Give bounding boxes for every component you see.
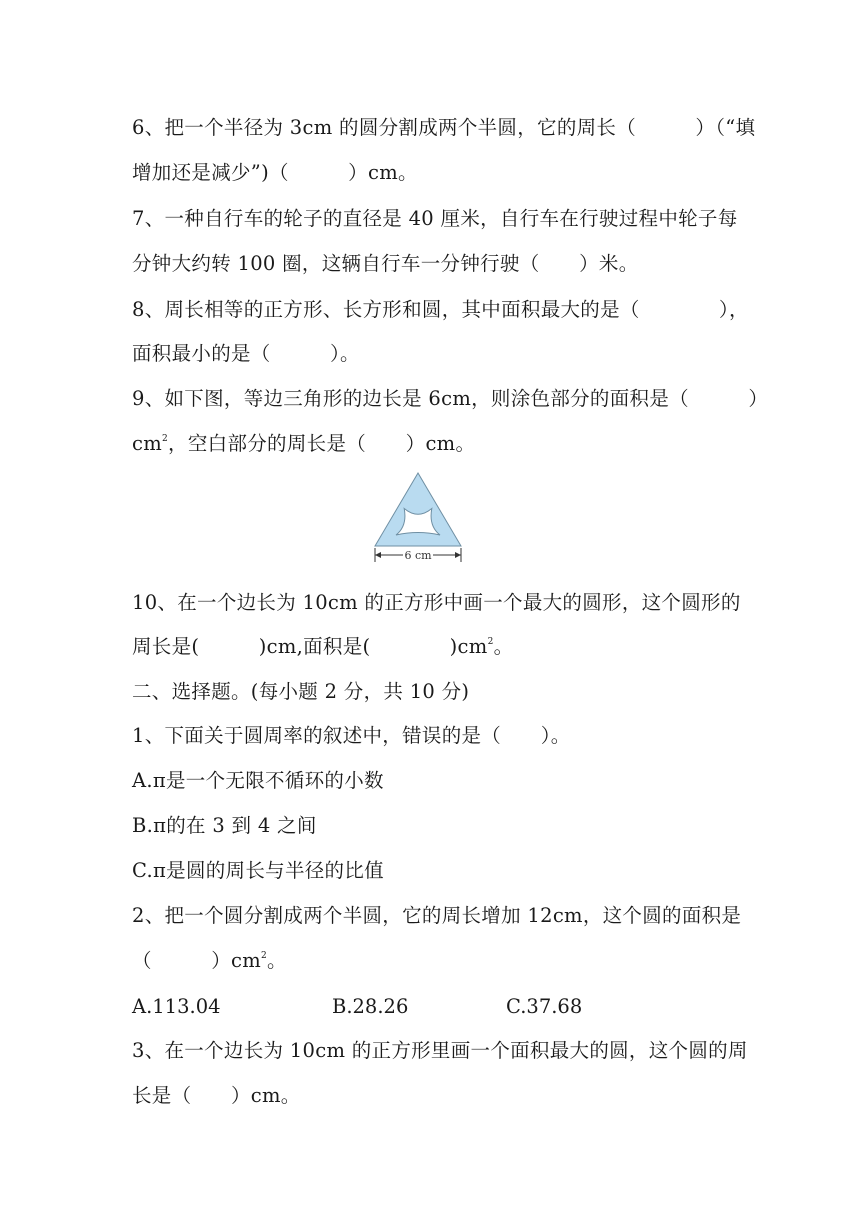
q7-line-2: 分钟大约转 100 圈，这辆自行车一分钟行驶（ ）米。 bbox=[132, 252, 639, 275]
mc-q1-option-a: A.π是一个无限不循环的小数 bbox=[132, 769, 384, 792]
q9-line-2 bbox=[132, 431, 475, 457]
triangle-diagram bbox=[370, 470, 466, 566]
mc-q3-line-1: 3、在一个边长为 10cm 的正方形里画一个面积最大的圆，这个圆的周 bbox=[132, 1039, 748, 1062]
mc-q2-end: 。 bbox=[267, 949, 287, 972]
mc-q2-option-c: C.37.68 bbox=[506, 995, 583, 1018]
q8-line-1: 8、周长相等的正方形、长方形和圆，其中面积最大的是（ ）， bbox=[132, 298, 749, 321]
section-heading: 二、选择题。(每小题 2 分，共 10 分) bbox=[132, 680, 470, 703]
q9-text-rest: ，空白部分的周长是（ ）cm。 bbox=[168, 432, 476, 455]
q10-text-end: 。 bbox=[493, 635, 514, 658]
q9-line-1: 9、如下图，等边三角形的边长是 6cm，则涂色部分的面积是（ ） bbox=[132, 387, 769, 410]
q10-line-2 bbox=[132, 634, 513, 660]
superscript: 2 bbox=[261, 951, 268, 961]
q10-line-1: 10、在一个边长为 10cm 的正方形中画一个最大的圆形，这个圆形的 bbox=[132, 591, 741, 614]
q6-line-2: 增加还是减少”)（ ）cm。 bbox=[132, 161, 418, 184]
mc-q2-blank: （ ）cm bbox=[132, 949, 262, 972]
mc-q1-option-b: B.π的在 3 到 4 之间 bbox=[132, 814, 317, 837]
mc-q3-line-2: 长是（ ）cm。 bbox=[132, 1084, 301, 1107]
shaded-triangle bbox=[375, 473, 461, 546]
q7-line-1: 7、一种自行车的轮子的直径是 40 厘米，自行车在行驶过程中轮子每 bbox=[132, 207, 738, 230]
arrow-right-icon bbox=[455, 552, 461, 558]
mc-q2-line-2 bbox=[132, 948, 287, 974]
q8-line-2: 面积最小的是（ ）。 bbox=[132, 342, 360, 365]
triangle-figure bbox=[370, 470, 466, 566]
q6-line-1: 6、把一个半径为 3cm 的圆分割成两个半圆，它的周长（ ）（“填 bbox=[132, 116, 756, 139]
arrow-left-icon bbox=[375, 552, 381, 558]
mc-q1-option-c: C.π是圆的周长与半径的比值 bbox=[132, 859, 384, 882]
dimension-label: 6 cm bbox=[404, 549, 432, 562]
mc-q1: 1、下面关于圆周率的叙述中，错误的是（ ）。 bbox=[132, 724, 571, 747]
mc-q2-option-a: A.113.04 bbox=[132, 995, 221, 1018]
mc-q2-option-b: B.28.26 bbox=[332, 995, 409, 1018]
superscript: 2 bbox=[162, 434, 169, 444]
q10-text-start: 周长是( )cm,面积是( )cm bbox=[132, 635, 488, 658]
unit-text: cm bbox=[132, 432, 163, 455]
mc-q2-line-1: 2、把一个圆分割成两个半圆，它的周长增加 12cm，这个圆的面积是 bbox=[132, 904, 742, 927]
superscript: 2 bbox=[487, 637, 494, 647]
